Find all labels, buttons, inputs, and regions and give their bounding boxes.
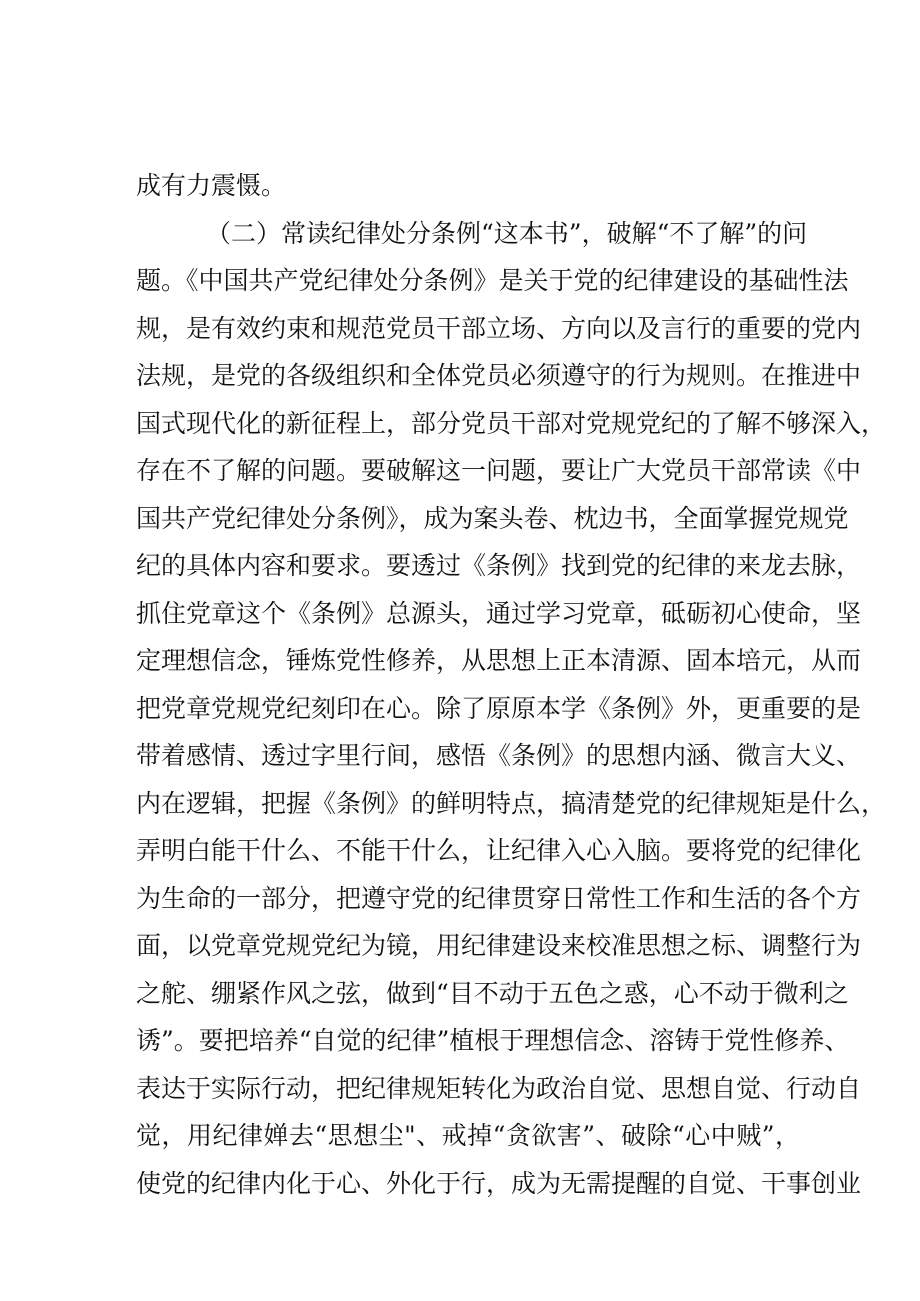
text-line: 之舵、绷紧作风之弦，做到“目不动于五色之惑，心不动于微利之 bbox=[136, 978, 849, 1008]
text-line: 纪的具体内容和要求。要透过《条例》找到党的纪律的来龙去脉， bbox=[136, 551, 862, 580]
text-line: 抓住党章这个《条例》总源头，通过学习党章，砥砺初心使命，坚 bbox=[136, 598, 862, 628]
text-line: 成有力震慑。 bbox=[136, 171, 287, 200]
text-line: 觉，用纪律婵去“思想尘"、戒掉“贪欲害”、破除“心中贼”， bbox=[136, 1121, 800, 1150]
text-line: 面，以党章党规党纪为镜，用纪律建设来校准思想之标、调整行为 bbox=[136, 931, 862, 960]
text-line: 国共产党纪律处分条例》，成为案头卷、枕边书，全面掌握党规党 bbox=[136, 503, 849, 533]
text-line: 为生命的一部分，把遵守党的纪律贯穿日常性工作和生活的各个方 bbox=[136, 883, 862, 913]
text-line: 内在逻辑，把握《条例》的鲜明特点，搞清楚党的纪律规矩是什么， bbox=[136, 788, 887, 818]
text-line: 带着感情、透过字里行间，感悟《条例》的思想内涵、微言大义、 bbox=[136, 741, 862, 770]
text-line: 国式现代化的新征程上，部分党员干部对党规党纪的了解不够深入， bbox=[136, 408, 887, 438]
body-text bbox=[136, 162, 887, 1207]
text-line: 法规，是党的各级组织和全体党员必须遵守的行为规则。在推进中 bbox=[136, 361, 862, 390]
text-line: 规，是有效约束和规范党员干部立场、方向以及言行的重要的党内 bbox=[136, 313, 862, 343]
text-line: 把党章党规党纪刻印在心。除了原原本学《条例》外，更重要的是 bbox=[136, 693, 862, 723]
text-line: （二）常读纪律处分条例“这本书”，破解“不了解”的问 bbox=[206, 218, 808, 248]
text-line: 弄明白能干什么、不能干什么，让纪律入心入脑。要将党的纪律化 bbox=[136, 836, 862, 865]
text-line: 表达于实际行动，把纪律规矩转化为政治自觉、思想自觉、行动自 bbox=[136, 1073, 862, 1103]
text-line: 诱”。要把培养“自觉的纪律”植根于理想信念、溶铸于党性修养、 bbox=[136, 1026, 850, 1055]
text-line: 定理想信念，锤炼党性修养，从思想上正本清源、固本培元，从而 bbox=[136, 646, 862, 675]
text-line: 存在不了解的问题。要破解这一问题，要让广大党员干部常读《中 bbox=[136, 456, 862, 485]
text-line: 题。《中国共产党纪律处分条例》是关于党的纪律建设的基础性法 bbox=[136, 266, 849, 295]
text-line: 使党的纪律内化于心、外化于行，成为无需提醒的自觉、干事创业 bbox=[136, 1168, 862, 1198]
